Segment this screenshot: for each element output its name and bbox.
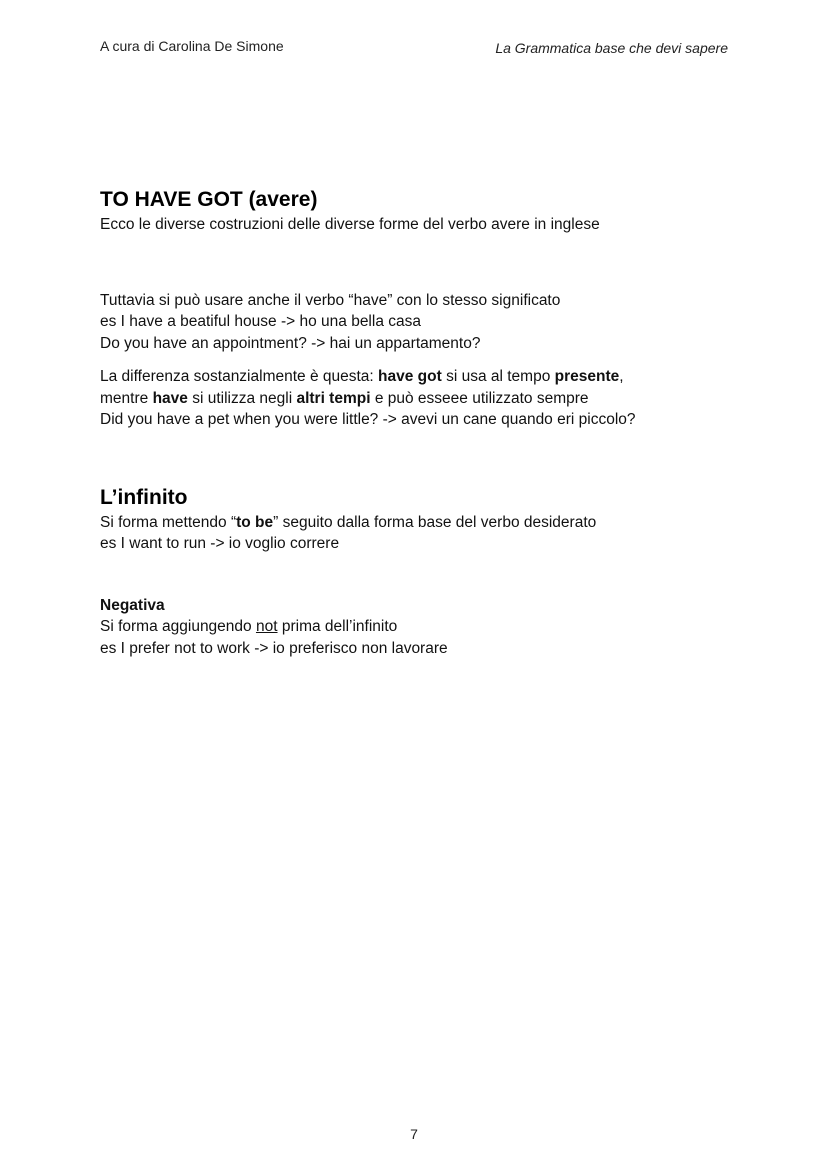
page-content — [100, 186, 760, 659]
bold-term: have — [152, 389, 188, 407]
page-number: 7 — [410, 1126, 418, 1142]
paragraph-line: La differenza sostanzialmente è questa: have got si usa al tempo presente, — [100, 368, 624, 385]
header-book-title: La Grammatica base che devi sapere — [495, 40, 728, 56]
paragraph-line: Si forma aggiungendo not prima dell’infinito — [100, 618, 398, 635]
section-title-infinito: L’infinito — [100, 485, 188, 509]
example-line: Did you have a pet when you were little? -> avevi un cane quando eri piccolo? — [100, 411, 636, 428]
bold-term: altri tempi — [296, 389, 371, 407]
header-author: A cura di Carolina De Simone — [100, 38, 284, 54]
section-intro: Ecco le diverse costruzioni delle diverse forme del verbo avere in inglese — [100, 216, 600, 233]
paragraph-line: mentre have si utilizza negli altri tempi e può esseee utilizzato sempre — [100, 389, 589, 407]
paragraph-line: Tuttavia si può usare anche il verbo “have” con lo stesso significato — [100, 291, 561, 309]
bold-term: presente — [554, 368, 620, 385]
example-line: Do you have an appointment? -> hai un appartamento? — [100, 334, 481, 352]
section-title-to-have-got: TO HAVE GOT (avere) — [100, 188, 318, 211]
example-line: es I want to run -> io voglio correre — [100, 535, 340, 552]
example-line: es I prefer not to work -> io preferisco non lavorare — [100, 639, 448, 657]
paragraph-line: Si forma mettendo “to be” seguito dalla forma base del verbo desiderato — [100, 513, 597, 531]
example-line: es I have a beatiful house -> ho una bella casa — [100, 313, 421, 330]
subsection-title-negativa: Negativa — [100, 596, 165, 614]
bold-term: to be — [236, 513, 274, 531]
underlined-term: not — [255, 618, 278, 635]
bold-term: have got — [378, 368, 442, 385]
